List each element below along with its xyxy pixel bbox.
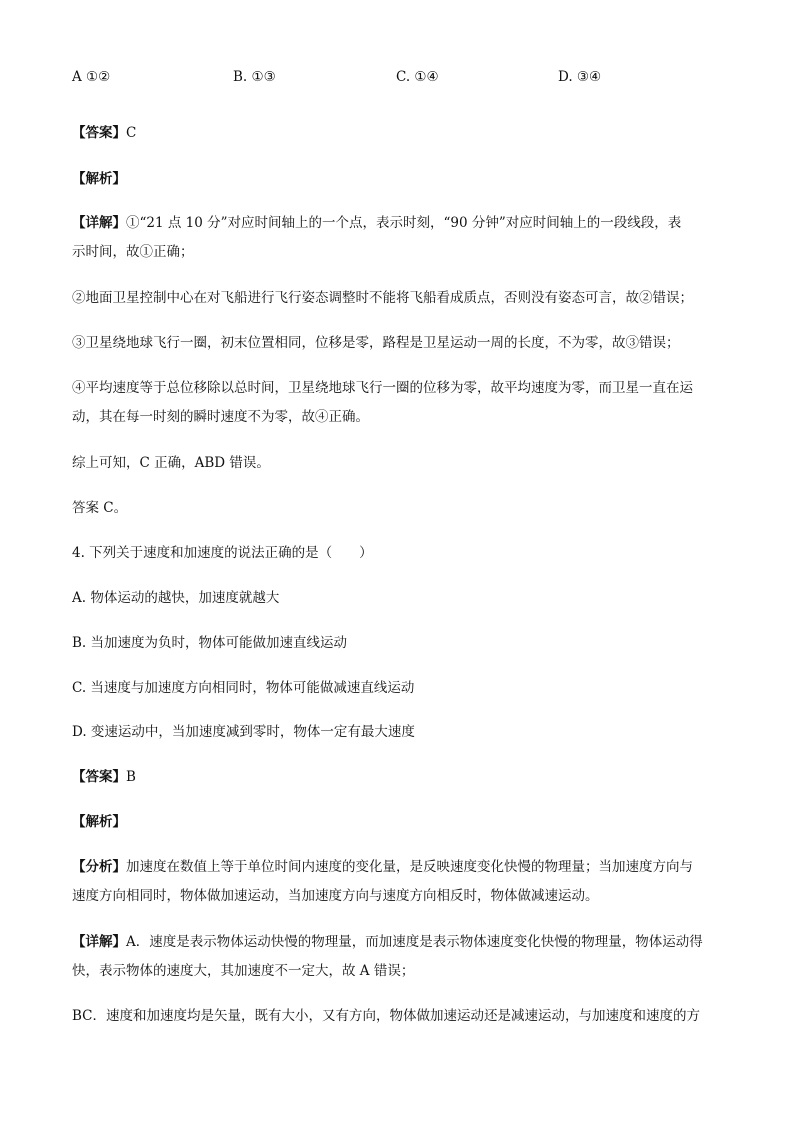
option-d-prev: D. ③④ [558, 69, 602, 85]
option-b-prev: B. ①③ [233, 69, 276, 85]
q3-detail-line-2: 示时间，故①正确； [72, 244, 194, 260]
q4-answer-value: B [126, 769, 136, 785]
q4-detail-tag: 【详解】 [72, 934, 126, 950]
q4-stem: 4. 下列关于速度和加速度的说法正确的是（ ） [72, 545, 373, 561]
q4-option-a: A. 物体运动的越快，加速度就越大 [72, 590, 280, 606]
q4-analysis-text-1: 加速度在数值上等于单位时间内速度的变化量，是反映速度变化快慢的物理量；当加速度方向与 [126, 859, 693, 875]
q4-analysis-line-1 [72, 855, 693, 875]
q4-detail-text-1: A．速度是表示物体运动快慢的物理量，而加速度是表示物体速度变化快慢的物理量，物体运动得 [126, 934, 703, 950]
q3-analysis-label: 【解析】 [72, 171, 126, 187]
q3-summary: 综上可知，C 正确，ABD 错误。 [72, 455, 270, 471]
q4-option-d: D. 变速运动中，当加速度减到零时，物体一定有最大速度 [72, 724, 415, 740]
q3-detail-line-1 [72, 211, 681, 231]
q4-detail-line-1 [72, 930, 703, 950]
q4-option-c: C. 当速度与加速度方向相同时，物体可能做减速直线运动 [72, 680, 415, 696]
q4-analysis-tag [72, 810, 126, 830]
q3-para-4-line-1: ④平均速度等于总位移除以总时间，卫星绕地球飞行一圈的位移为零，故平均速度为零，而卫星一直在运 [72, 380, 693, 396]
q4-option-b: B. 当加速度为负时，物体可能做加速直线运动 [72, 635, 348, 651]
q4-detail-line-2: 快，表示物体的速度大，其加速度不一定大，故 A 错误； [72, 963, 415, 979]
q4-analysis-line-2: 速度方向相同时，物体做加速运动，当加速度方向与速度方向相反时，物体做减速运动。 [72, 888, 599, 904]
q4-bc-line: BC．速度和加速度均是矢量，既有大小，又有方向，物体做加速运动还是减速运动，与加速度和速度的方 [72, 1008, 700, 1024]
option-c-prev: C. ①④ [396, 69, 439, 85]
q3-para-2: ②地面卫星控制中心在对飞船进行飞行姿态调整时不能将飞船看成质点，否则没有姿态可言，故②错误； [72, 290, 693, 306]
q4-answer [72, 765, 136, 785]
q3-answer-tag: 【答案】 [72, 125, 126, 141]
q3-detail-tag: 【详解】 [72, 215, 126, 231]
q3-detail-text-1: ①“21 点 10 分”对应时间轴上的一个点，表示时刻，“90 分钟”对应时间轴上的一段线段，表 [126, 215, 682, 231]
option-a-prev: A ①② [72, 69, 111, 85]
q3-analysis-tag [72, 167, 126, 187]
q3-final-answer: 答案 C。 [72, 500, 128, 516]
q3-answer [72, 121, 136, 141]
q3-para-4-line-2: 动，其在每一时刻的瞬时速度不为零，故④正确。 [72, 409, 369, 425]
q4-answer-tag: 【答案】 [72, 769, 126, 785]
q3-para-3: ③卫星绕地球飞行一圈，初末位置相同，位移是零，路程是卫星运动一周的长度，不为零，故③错误； [72, 335, 680, 351]
q4-analysis-label-tag: 【解析】 [72, 814, 126, 830]
q4-fenxi-tag: 【分析】 [72, 859, 126, 875]
q3-answer-value: C [126, 125, 137, 141]
